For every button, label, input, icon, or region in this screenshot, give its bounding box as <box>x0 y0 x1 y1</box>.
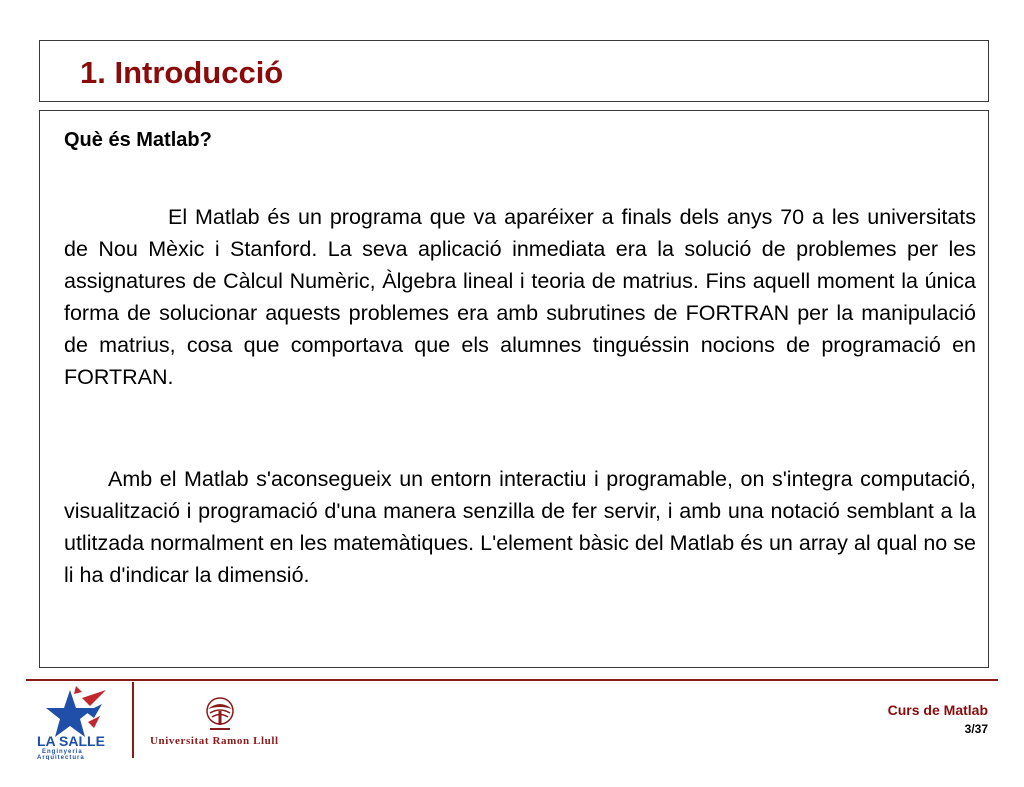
course-name: Curs de Matlab <box>887 702 988 718</box>
paragraph-1: El Matlab és un programa que va aparéixer a finals dels anys 70 a les universitats de Nou Mèxic i Stanford. La seva aplicació inmediata era la solució de problemes per les assignatures de Càlcul Numèric, Àlgebra lineal i teoria de matrius. Fins aquell moment la única forma de solucionar aquests problemes era amb subrutines de FORTRAN per la manipulació de matrius, cosa que comportava que els alumnes tinguéssin nocions de programació en FORTRAN. <box>64 205 976 389</box>
university-name: Universitat Ramon Llull <box>150 735 279 747</box>
lasalle-name: LA SALLE <box>37 733 105 749</box>
lasalle-logo <box>36 682 126 760</box>
lasalle-sub-2: Arquitectura <box>37 755 85 760</box>
lasalle-sub-1: Enginyeria <box>42 749 83 755</box>
lasalle-star-logo <box>46 686 106 737</box>
section-subheading: Què és Matlab? <box>64 129 212 151</box>
content-box <box>39 110 989 668</box>
paragraph-2: Amb el Matlab s'aconsegueix un entorn interactiu i programable, on s'integra computació, visualització i programació d'una manera senzilla de fer servir, i amb una notació semblant a la utlitzada normalment en les matemàtiques. L'element bàsic del Matlab és un array al qual no se li ha d'indicar la dimensió. <box>64 467 976 587</box>
slide-title: 1. Introducció <box>80 55 284 90</box>
ramon-llull-tree-logo <box>196 697 244 733</box>
page-number: 3/37 <box>964 722 988 736</box>
title-box <box>39 40 989 102</box>
footer-rule <box>26 679 998 681</box>
footer-divider <box>132 682 134 758</box>
